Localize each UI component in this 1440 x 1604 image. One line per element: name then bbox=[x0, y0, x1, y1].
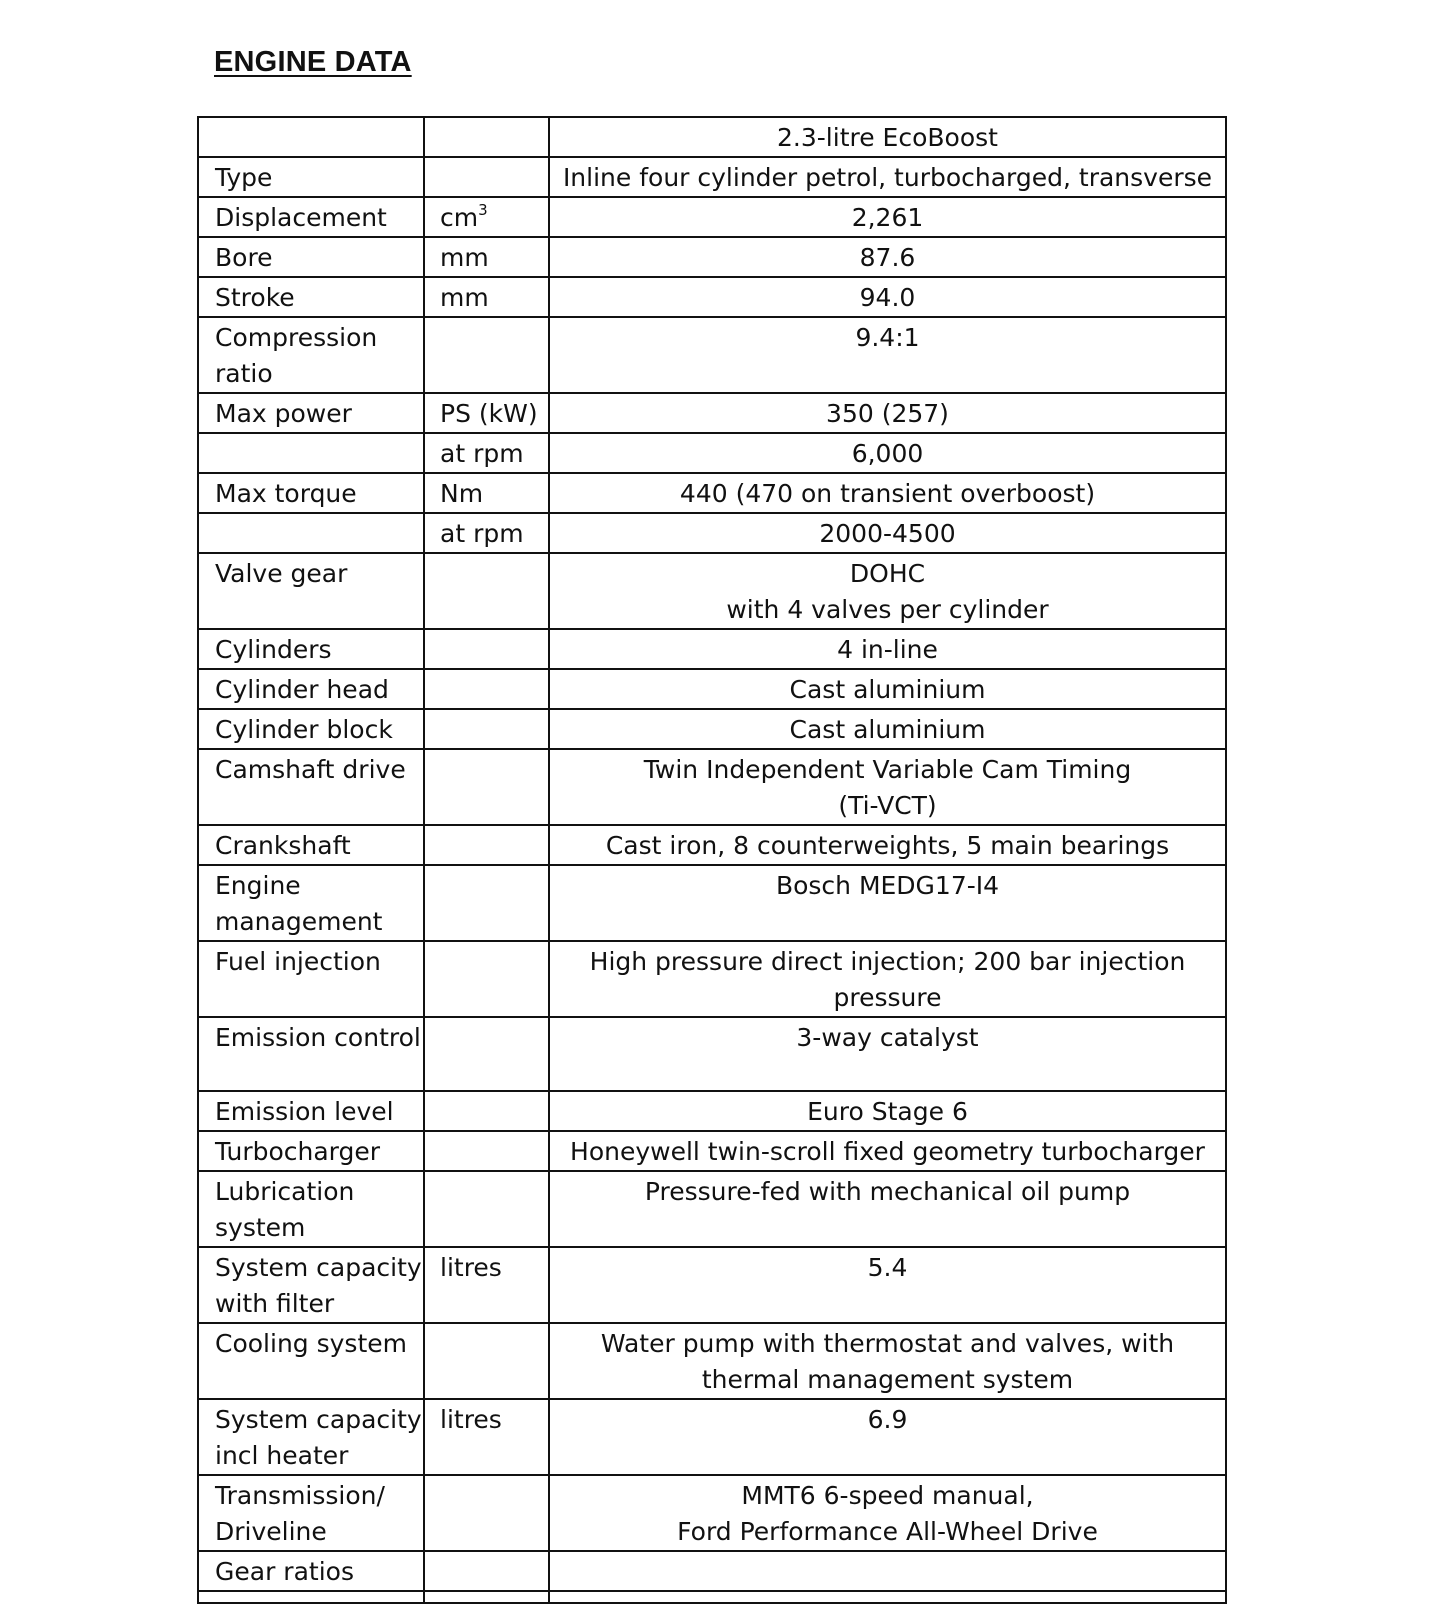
value-line: 350 (257) bbox=[826, 399, 949, 428]
param-cell: Cylinder block bbox=[198, 709, 424, 749]
table-row bbox=[198, 117, 1226, 157]
param-cell: Stroke bbox=[198, 277, 424, 317]
value-line: 2,261 bbox=[851, 203, 924, 232]
value-line: Cast aluminium bbox=[789, 675, 986, 704]
table-row bbox=[198, 629, 1226, 669]
unit-text: litres bbox=[440, 1253, 502, 1282]
value-cell bbox=[549, 1017, 1226, 1091]
unit-cell bbox=[424, 393, 549, 433]
unit-cell bbox=[424, 1475, 549, 1551]
table-row bbox=[198, 473, 1226, 513]
value-cell bbox=[549, 1323, 1226, 1399]
param-cell: Engine management bbox=[198, 865, 424, 941]
unit-text: cm bbox=[440, 203, 479, 232]
table-row bbox=[198, 749, 1226, 825]
value-line: 440 (470 on transient overboost) bbox=[679, 479, 1096, 508]
unit-cell bbox=[424, 669, 549, 709]
unit-cell bbox=[424, 197, 549, 237]
param-cell: System capacity incl heater bbox=[198, 1399, 424, 1475]
unit-cell bbox=[424, 1091, 549, 1131]
table-row bbox=[198, 669, 1226, 709]
table-row bbox=[198, 941, 1226, 1017]
param-cell: Emission level bbox=[198, 1091, 424, 1131]
unit-cell bbox=[424, 117, 549, 157]
table-row bbox=[198, 317, 1226, 393]
param-cell: Max power bbox=[198, 393, 424, 433]
table-row bbox=[198, 433, 1226, 473]
unit-cell bbox=[424, 277, 549, 317]
value-line: MMT6 6-speed manual, bbox=[741, 1481, 1034, 1510]
unit-cell bbox=[424, 709, 549, 749]
unit-text: mm bbox=[440, 283, 489, 312]
param-cell: System capacity with filter bbox=[198, 1247, 424, 1323]
param-cell: Displacement bbox=[198, 197, 424, 237]
param-cell: Type bbox=[198, 157, 424, 197]
value-line: Water pump with thermostat and valves, with bbox=[600, 1329, 1175, 1358]
value-cell bbox=[549, 317, 1226, 393]
value-line: 5.4 bbox=[867, 1253, 908, 1282]
param-cell: Lubrication system bbox=[198, 1171, 424, 1247]
engine-data-table bbox=[197, 116, 1227, 1604]
unit-text: at rpm bbox=[440, 439, 524, 468]
table-row bbox=[198, 1247, 1226, 1323]
unit-cell bbox=[424, 825, 549, 865]
value-line: Ford Performance All-Wheel Drive bbox=[677, 1517, 1098, 1546]
value-cell bbox=[549, 1131, 1226, 1171]
value-line: pressure bbox=[833, 983, 942, 1012]
unit-cell bbox=[424, 1551, 549, 1591]
unit-cell bbox=[424, 629, 549, 669]
table-row bbox=[198, 1017, 1226, 1091]
value-line: 6.9 bbox=[867, 1405, 908, 1434]
value-line: DOHC bbox=[849, 559, 926, 588]
unit-cell bbox=[424, 1399, 549, 1475]
value-cell bbox=[549, 1091, 1226, 1131]
unit-cell bbox=[424, 865, 549, 941]
value-cell bbox=[549, 277, 1226, 317]
param-cell bbox=[198, 1591, 424, 1603]
table-row bbox=[198, 865, 1226, 941]
table-row bbox=[198, 1323, 1226, 1399]
table-row bbox=[198, 157, 1226, 197]
value-line: Honeywell twin-scroll fixed geometry turbocharger bbox=[570, 1137, 1205, 1166]
value-line: (Ti-VCT) bbox=[838, 791, 937, 820]
unit-text: PS (kW) bbox=[440, 399, 538, 428]
param-cell: Cylinder head bbox=[198, 669, 424, 709]
table-row bbox=[198, 277, 1226, 317]
value-line: Cast aluminium bbox=[789, 715, 986, 744]
value-cell bbox=[549, 669, 1226, 709]
table-row bbox=[198, 393, 1226, 433]
table-row bbox=[198, 1171, 1226, 1247]
unit-cell bbox=[424, 553, 549, 629]
unit-cell bbox=[424, 1017, 549, 1091]
unit-cell bbox=[424, 1323, 549, 1399]
param-cell: Cylinders bbox=[198, 629, 424, 669]
unit-cell bbox=[424, 749, 549, 825]
value-line: 94.0 bbox=[859, 283, 916, 312]
value-line: 4 in-line bbox=[837, 635, 938, 664]
table-row bbox=[198, 237, 1226, 277]
table-row bbox=[198, 1131, 1226, 1171]
table-row bbox=[198, 1551, 1226, 1591]
unit-text: Nm bbox=[440, 479, 484, 508]
unit-cell bbox=[424, 1131, 549, 1171]
param-cell bbox=[198, 433, 424, 473]
value-line: 6,000 bbox=[851, 439, 924, 468]
unit-cell bbox=[424, 237, 549, 277]
value-line: 3-way catalyst bbox=[796, 1023, 979, 1052]
unit-cell bbox=[424, 157, 549, 197]
unit-cell bbox=[424, 1591, 549, 1603]
value-line: Inline four cylinder petrol, turbocharged, transverse bbox=[562, 163, 1213, 192]
unit-text: at rpm bbox=[440, 519, 524, 548]
table-row bbox=[198, 513, 1226, 553]
param-cell: Valve gear bbox=[198, 553, 424, 629]
table-row bbox=[198, 825, 1226, 865]
value-cell bbox=[549, 865, 1226, 941]
unit-cell bbox=[424, 1247, 549, 1323]
value-line: with 4 valves per cylinder bbox=[726, 595, 1049, 624]
value-cell bbox=[549, 117, 1226, 157]
unit-superscript: 3 bbox=[478, 200, 488, 219]
table-row bbox=[198, 1091, 1226, 1131]
engine-data-table-body bbox=[198, 117, 1226, 1603]
value-cell bbox=[549, 197, 1226, 237]
value-cell bbox=[549, 553, 1226, 629]
value-line: 2000-4500 bbox=[819, 519, 956, 548]
table-row bbox=[198, 553, 1226, 629]
value-cell bbox=[549, 749, 1226, 825]
param-cell: Cooling system bbox=[198, 1323, 424, 1399]
value-cell bbox=[549, 1551, 1226, 1591]
value-line: Twin Independent Variable Cam Timing bbox=[643, 755, 1132, 784]
unit-cell bbox=[424, 433, 549, 473]
param-cell: Camshaft drive bbox=[198, 749, 424, 825]
value-cell bbox=[549, 1591, 1226, 1603]
unit-cell bbox=[424, 317, 549, 393]
value-line: Euro Stage 6 bbox=[807, 1097, 968, 1126]
value-line: High pressure direct injection; 200 bar injection bbox=[589, 947, 1186, 976]
value-cell bbox=[549, 1171, 1226, 1247]
value-cell bbox=[549, 433, 1226, 473]
value-cell bbox=[549, 1247, 1226, 1323]
param-cell bbox=[198, 513, 424, 553]
value-cell bbox=[549, 393, 1226, 433]
value-cell bbox=[549, 237, 1226, 277]
param-cell bbox=[198, 117, 424, 157]
param-cell: Crankshaft bbox=[198, 825, 424, 865]
unit-cell bbox=[424, 941, 549, 1017]
param-cell: Emission control bbox=[198, 1017, 424, 1091]
value-cell bbox=[549, 157, 1226, 197]
value-line: 87.6 bbox=[859, 243, 916, 272]
unit-cell bbox=[424, 513, 549, 553]
value-cell bbox=[549, 825, 1226, 865]
table-row bbox=[198, 1475, 1226, 1551]
value-cell bbox=[549, 709, 1226, 749]
table-row bbox=[198, 1591, 1226, 1603]
value-cell bbox=[549, 1475, 1226, 1551]
value-line: thermal management system bbox=[701, 1365, 1074, 1394]
unit-text: litres bbox=[440, 1405, 502, 1434]
value-line: Bosch MEDG17-I4 bbox=[775, 871, 1000, 900]
unit-cell bbox=[424, 473, 549, 513]
value-cell bbox=[549, 1399, 1226, 1475]
unit-text: mm bbox=[440, 243, 489, 272]
value-cell bbox=[549, 629, 1226, 669]
value-line: 2.3-litre EcoBoost bbox=[777, 123, 998, 152]
param-cell: Transmission/ Driveline bbox=[198, 1475, 424, 1551]
page-title: ENGINE DATA bbox=[214, 46, 412, 78]
value-line: Pressure-fed with mechanical oil pump bbox=[644, 1177, 1131, 1206]
table-row bbox=[198, 197, 1226, 237]
param-cell: Compression ratio bbox=[198, 317, 424, 393]
table-row bbox=[198, 709, 1226, 749]
value-cell bbox=[549, 513, 1226, 553]
value-line: Cast iron, 8 counterweights, 5 main bearings bbox=[605, 831, 1170, 860]
value-cell bbox=[549, 941, 1226, 1017]
param-cell: Gear ratios bbox=[198, 1551, 424, 1591]
value-line: 9.4:1 bbox=[855, 323, 920, 352]
param-cell: Fuel injection bbox=[198, 941, 424, 1017]
value-cell bbox=[549, 473, 1226, 513]
param-cell: Max torque bbox=[198, 473, 424, 513]
param-cell: Bore bbox=[198, 237, 424, 277]
param-cell: Turbocharger bbox=[198, 1131, 424, 1171]
table-row bbox=[198, 1399, 1226, 1475]
unit-cell bbox=[424, 1171, 549, 1247]
